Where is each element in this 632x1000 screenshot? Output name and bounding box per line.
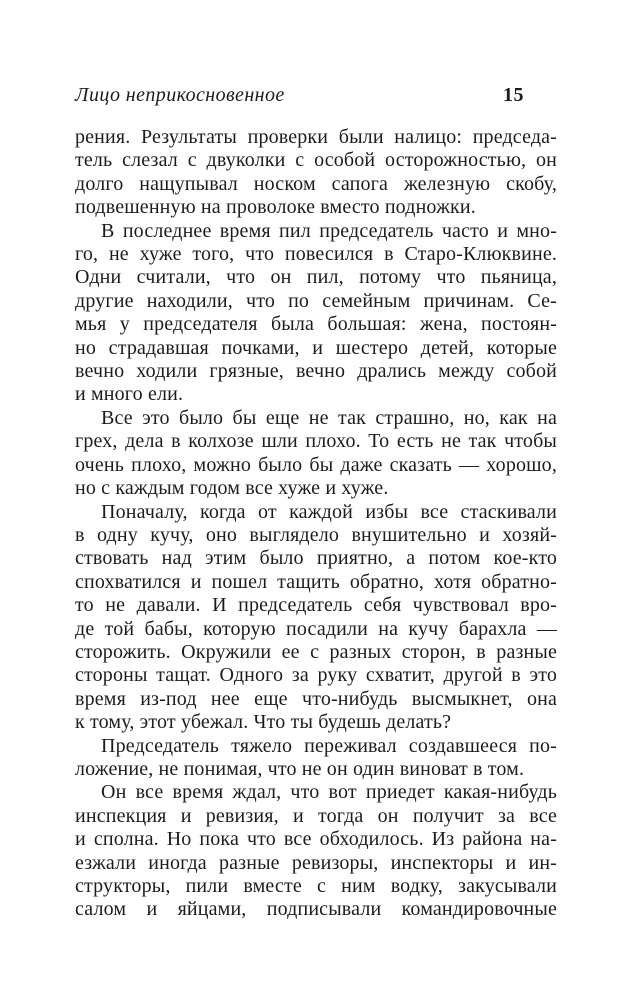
paragraph <box>75 781 557 921</box>
paragraph <box>75 407 557 501</box>
text-line: сторожить. Окружили ее с разных сторон, в разные <box>75 640 557 663</box>
paragraph <box>75 220 557 407</box>
text-line: го, не хуже того, что повесился в Старо-Клюквине. <box>75 243 557 266</box>
text-line: и сполна. Но пока что все обходилось. Из района на- <box>75 828 557 851</box>
text-line: де той бабы, которую посадили на кучу барахла — <box>75 617 557 640</box>
text-line: подвешенную на проволоке вместо подножки. <box>75 196 476 219</box>
text-line: тель слезал с двуколки с особой осторожностью, он <box>75 149 557 172</box>
paragraph <box>75 126 557 220</box>
text-line: Все это было бы еще не так страшно, но, как на <box>101 406 557 429</box>
paragraph <box>75 735 557 782</box>
text-line: спохватился и пошел тащить обратно, хотя обратно- <box>75 570 557 593</box>
text-line: к тому, этот убежал. Что ты будешь делать? <box>75 711 452 734</box>
page-number: 15 <box>503 84 524 106</box>
running-title: Лицо неприкосновенное <box>75 84 285 106</box>
text-line: структоры, пили вместе с ним водку, закусывали <box>75 875 557 897</box>
text-line: но с каждым годом все хуже и хуже. <box>75 477 389 500</box>
text-line: ложение, не понимая, что не он один виноват в том. <box>75 757 525 780</box>
text-line: мья у председателя была большая: жена, постоян- <box>75 313 557 336</box>
text-line: стороны тащат. Одного за руку схватит, другой в это <box>75 664 557 687</box>
text-line: Он все время ждал, что вот приедет какая-нибудь <box>101 781 557 804</box>
text-line: В последнее время пил председатель часто и мно- <box>101 219 557 242</box>
text-line: Председатель тяжело переживал создавшееся по- <box>101 734 557 757</box>
text-line: салом и яйцами, подписывали командировочные <box>75 898 557 921</box>
text-line: инспекция и ревизия, и тогда он получит за все <box>75 804 557 827</box>
text-line: очень плохо, можно было бы даже сказать — хорошо, <box>75 453 557 476</box>
text-line: другие находили, что по семейным причинам. Се- <box>75 289 557 312</box>
text-line: но страдавшая почками, и шестеро детей, которые <box>75 336 557 359</box>
page-text-block <box>75 126 557 922</box>
text-line: езжали иногда разные ревизоры, инспекторы и ин- <box>75 851 557 874</box>
text-line: то не давали. И председатель себя чувствовал вро- <box>75 594 557 617</box>
paragraph <box>75 501 557 735</box>
text-line: Одни считали, что он пил, потому что пьяница, <box>75 266 557 289</box>
text-line: грех, дела в колхозе шли плохо. То есть не так чтобы <box>75 430 557 453</box>
text-line: ствовать над этим было приятно, а потом кое-кто <box>75 547 557 570</box>
text-line: рения. Результаты проверки были налицо: председа- <box>75 126 557 148</box>
text-line: время из-под нее еще что-нибудь высмыкнет, она <box>75 687 557 710</box>
text-line: в одну кучу, оно выглядело внушительно и хозяй- <box>75 523 557 546</box>
running-header <box>75 84 557 108</box>
text-line: вечно ходили грязные, вечно дрались между собой <box>75 360 557 383</box>
text-line: Поначалу, когда от каждой избы все стаскивали <box>101 500 557 523</box>
text-line: и много ели. <box>75 383 184 406</box>
text-line: долго нащупывал носком сапога железную скобу, <box>75 172 557 195</box>
